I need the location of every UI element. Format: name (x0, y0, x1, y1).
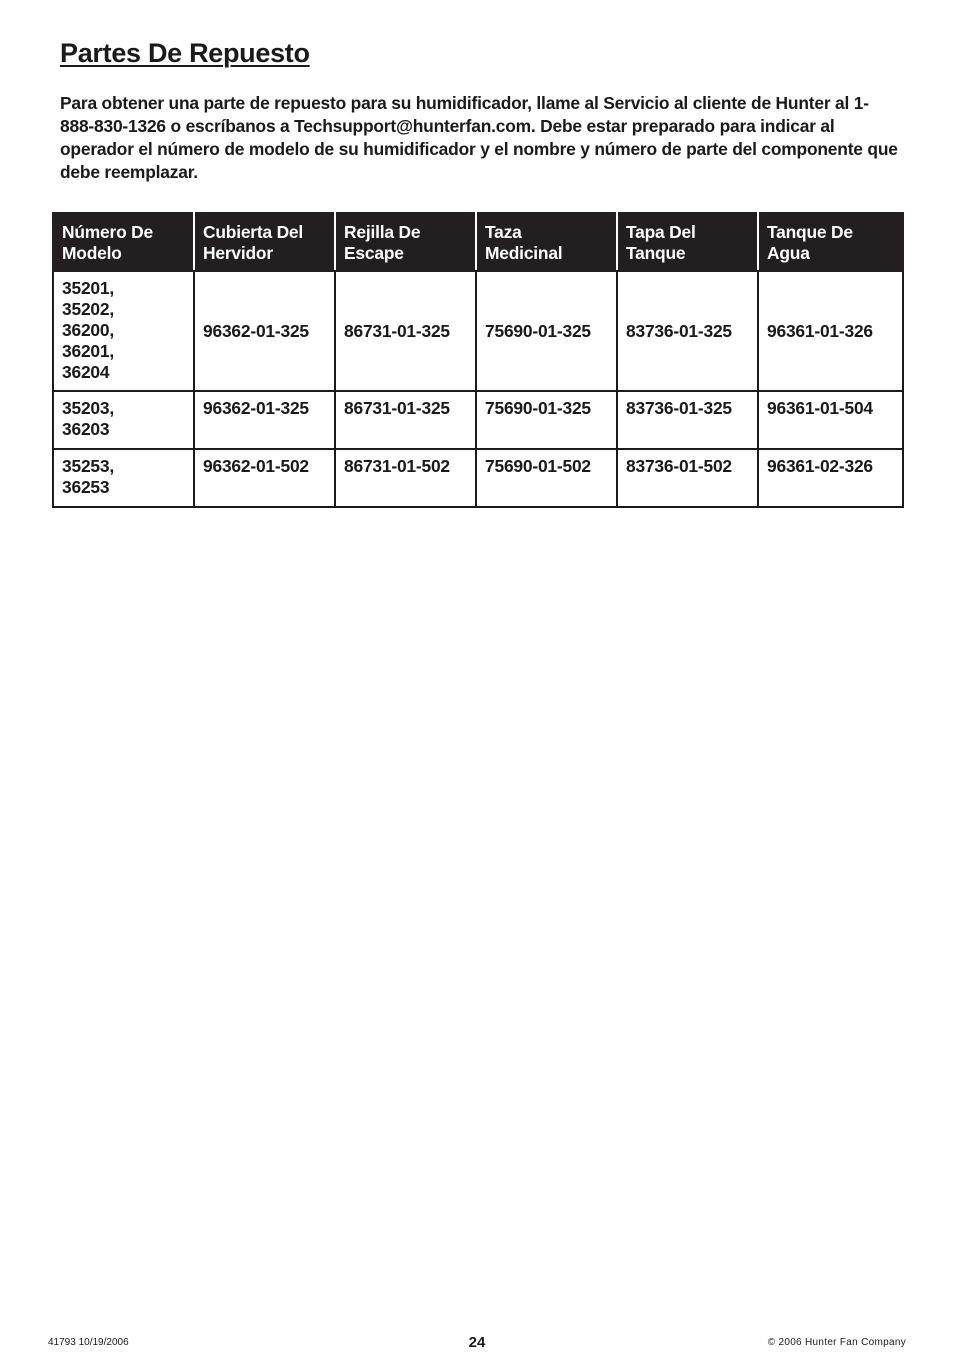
model-numbers-cell: 35253, 36253 (53, 449, 194, 507)
page-number: 24 (468, 1334, 486, 1351)
part-number-cell: 96362-01-502 (194, 449, 335, 507)
table-row (53, 391, 903, 449)
copyright-notice: © 2006 Hunter Fan Company (767, 1337, 906, 1348)
part-number-cell: 96362-01-325 (194, 271, 335, 391)
part-number-cell: 96362-01-325 (194, 391, 335, 449)
part-number-cell: 96361-02-326 (758, 449, 903, 507)
header-medicine-cup: Taza Medicinal (476, 213, 617, 271)
model-numbers-cell: 35201, 35202, 36200, 36201, 36204 (53, 271, 194, 391)
part-number-cell: 86731-01-325 (335, 391, 476, 449)
header-boiler-cover: Cubierta Del Hervidor (194, 213, 335, 271)
header-water-tank: Tanque De Agua (758, 213, 903, 271)
page-title: Partes De Repuesto (60, 38, 310, 68)
header-exhaust-grille: Rejilla De Escape (335, 213, 476, 271)
header-tank-cap: Tapa Del Tanque (617, 213, 758, 271)
part-number-cell: 86731-01-502 (335, 449, 476, 507)
parts-table (52, 212, 904, 508)
table-row (53, 271, 903, 391)
part-number-cell: 83736-01-325 (617, 271, 758, 391)
header-model-number: Número De Modelo (53, 213, 194, 271)
part-number-cell: 75690-01-325 (476, 271, 617, 391)
document-id: 41793 10/19/2006 (48, 1337, 129, 1348)
part-number-cell: 83736-01-325 (617, 391, 758, 449)
intro-paragraph: Para obtener una parte de repuesto para su humidificador, llame al Servicio al cliente de Hunter al 1-888-830-1326 o escríbanos a Techsupport@hunterfan.com. Debe estar preparado para indicar al operador el número de modelo de su humidificador y el nombre y número de parte del componente que debe reemplazar. (60, 93, 898, 182)
model-numbers-cell: 35203, 36203 (53, 391, 194, 449)
part-number-cell: 96361-01-504 (758, 391, 903, 449)
part-number-cell: 75690-01-325 (476, 391, 617, 449)
part-number-cell: 83736-01-502 (617, 449, 758, 507)
part-number-cell: 96361-01-326 (758, 271, 903, 391)
table-header-row (53, 213, 903, 271)
table-row (53, 449, 903, 507)
part-number-cell: 86731-01-325 (335, 271, 476, 391)
part-number-cell: 75690-01-502 (476, 449, 617, 507)
